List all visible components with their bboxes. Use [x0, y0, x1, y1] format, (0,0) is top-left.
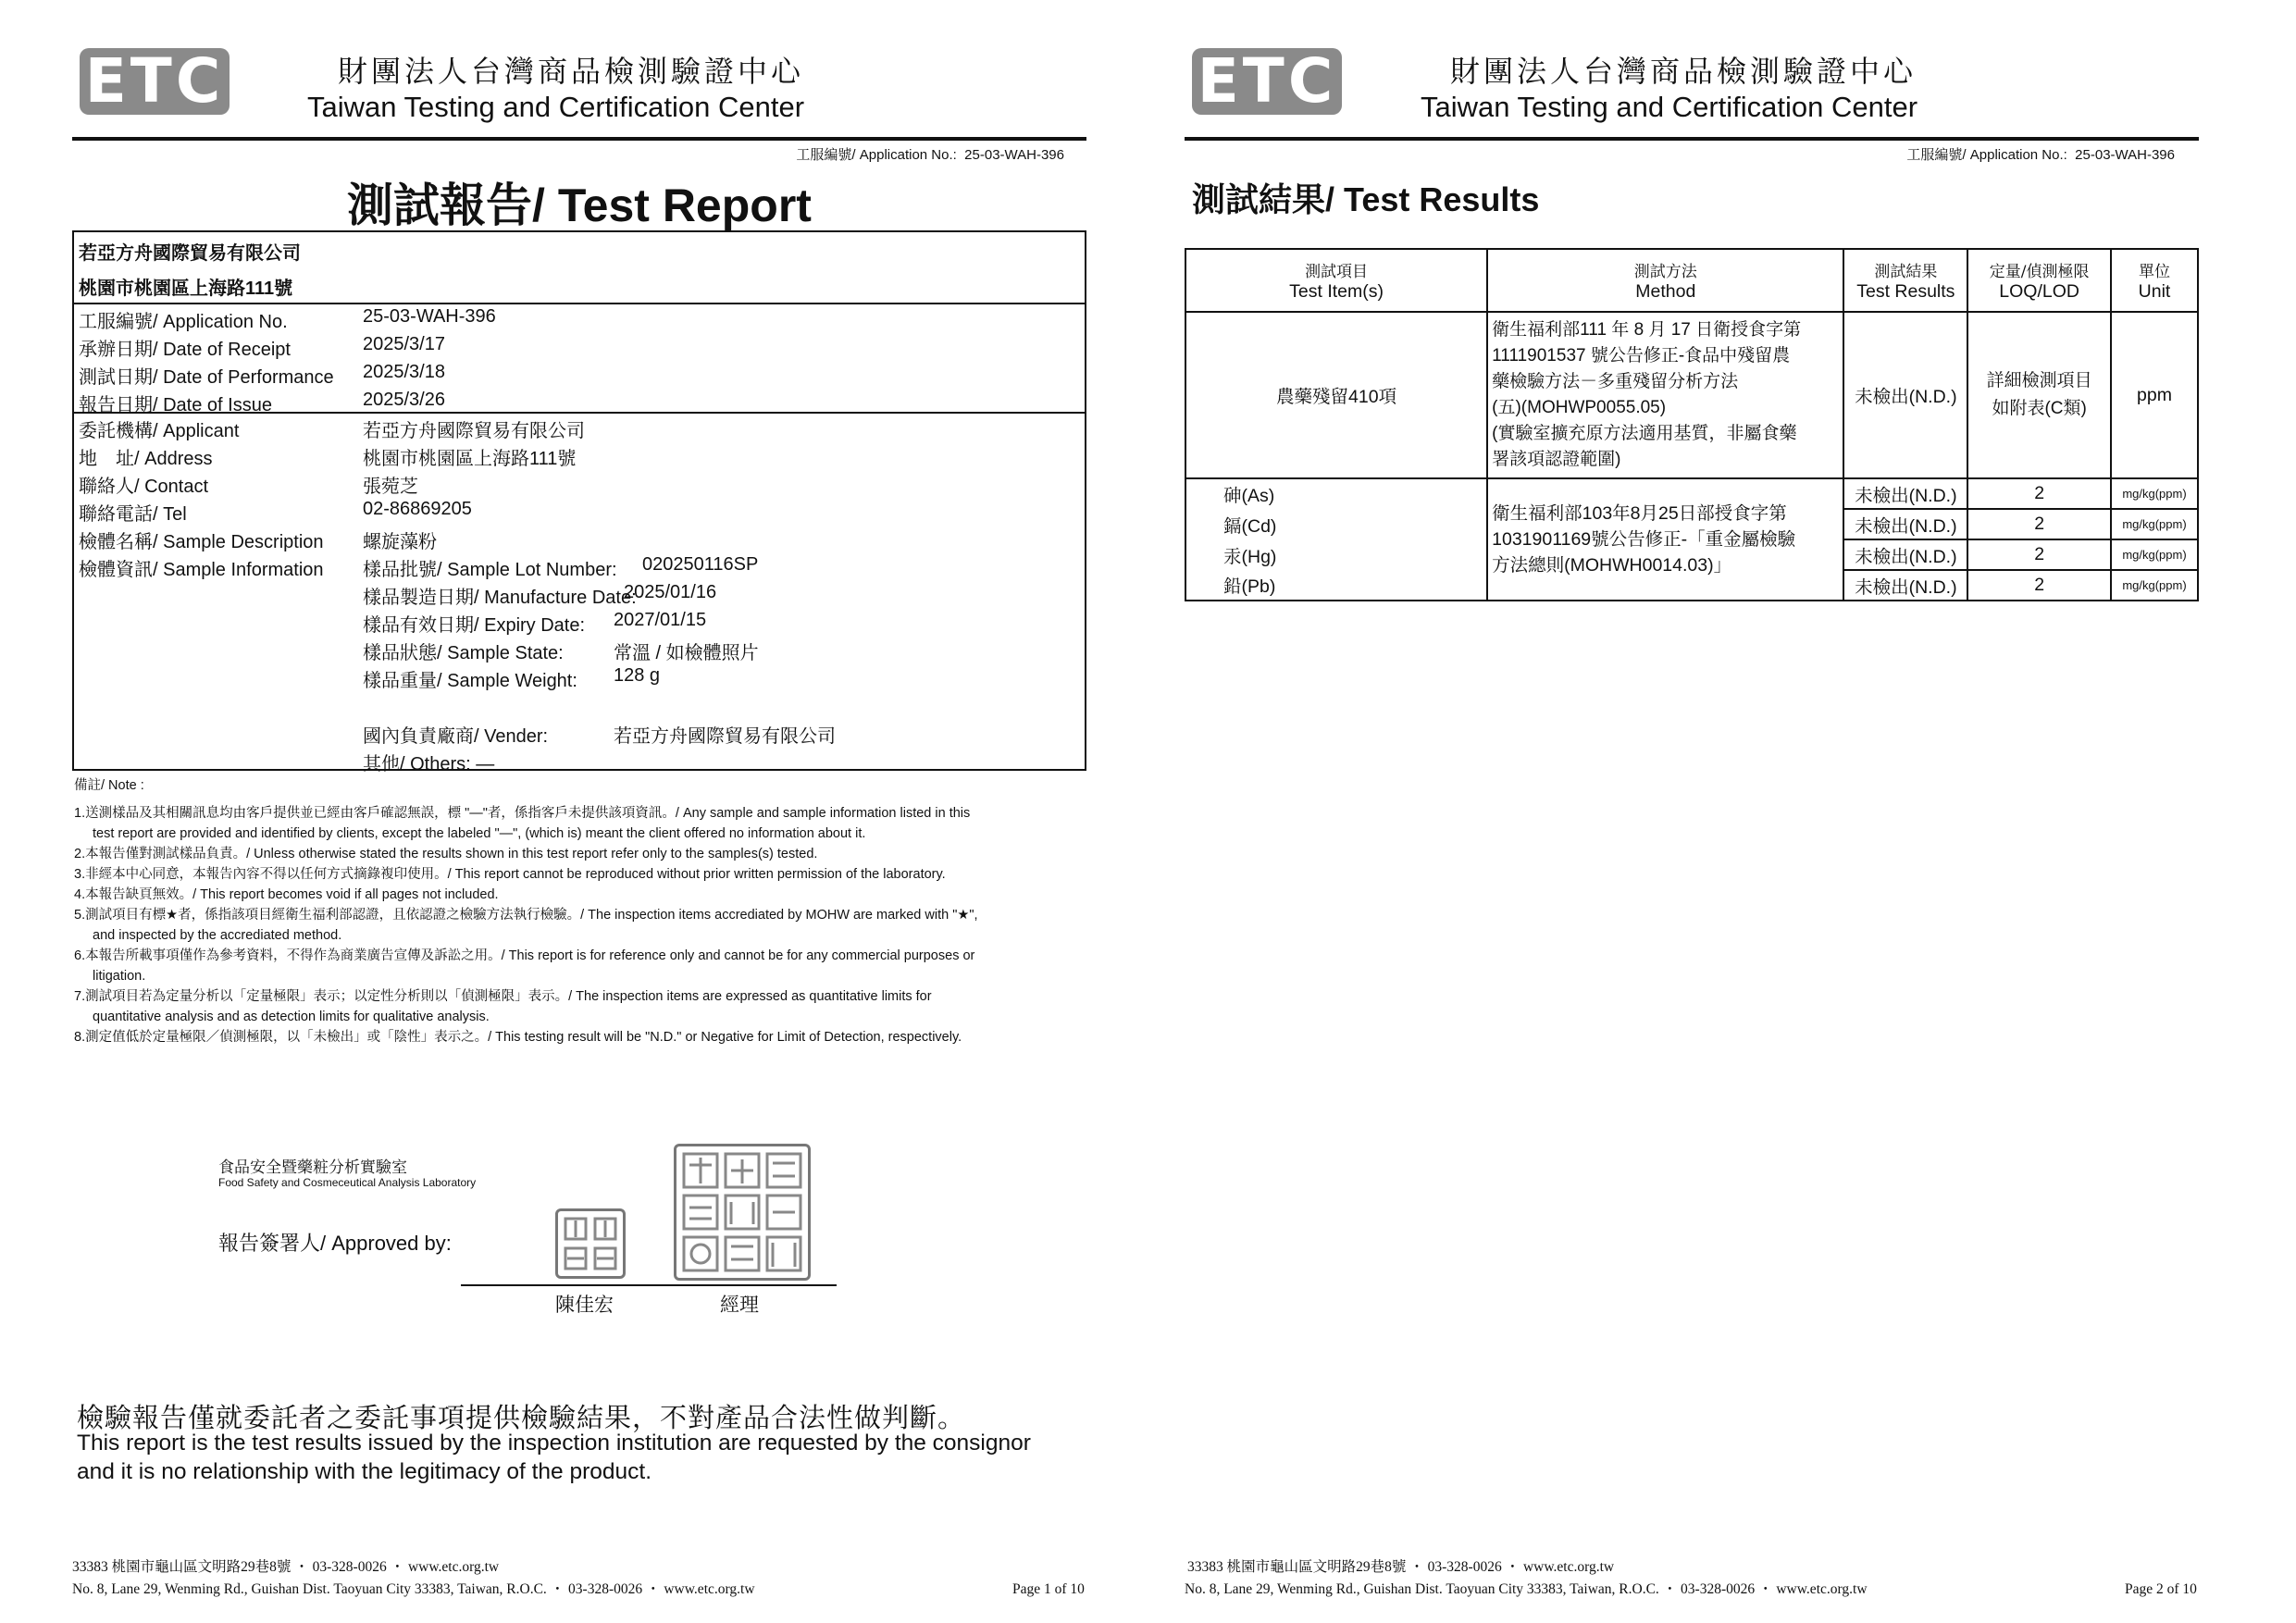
column-header: 測試結果 Test Results: [1843, 249, 1967, 312]
report-page-2: [1148, 0, 2296, 1623]
sample-info-row: 樣品製造日期/ Manufacture Date: 2025/01/16: [363, 582, 717, 608]
column-header: 單位 Unit: [2111, 249, 2198, 312]
metal-unit: mg/kg(ppm): [2111, 570, 2198, 601]
others-row: 其他/ Others: —: [363, 754, 495, 774]
date-row: 承辦日期/ Date of Receipt 2025/3/17: [79, 334, 445, 360]
test-method: 衛生福利部111 年 8 月 17 日衛授食字第 1111901537 號公告修正-食品中殘留農 藥檢驗方法－多重殘留分析方法 (五)(MOHWP0055.05) (實驗室擴充原方法適用基質，非屬食藥 署該項認證範圍): [1487, 312, 1843, 478]
etc-logo: ETC: [1192, 48, 1342, 115]
seal-pattern-icon: [558, 1211, 623, 1276]
client-row: 委託機構/ Applicant 若亞方舟國際貿易有限公司: [79, 421, 585, 441]
divider: [74, 303, 1085, 304]
test-result: 未檢出(N.D.): [1843, 312, 1967, 478]
note-line: 5.測試項目有標★者，係指該項目經衛生福利部認證，且依認證之檢驗方法執行檢驗。/ The inspection items accrediated by MOHW are marked with "★",: [74, 908, 978, 923]
lab-name-zh: 食品安全暨藥粧分析實驗室: [218, 1158, 407, 1177]
date-row: 測試日期/ Date of Performance 2025/3/18: [79, 362, 445, 388]
disclaimer-en-line2: and it is no relationship with the legitimacy of the product.: [77, 1459, 652, 1484]
metal-result: 未檢出(N.D.): [1843, 539, 1967, 570]
seal-pattern-icon: [676, 1146, 808, 1278]
metal-item: 鎘(Cd): [1185, 509, 1487, 539]
results-table: [1185, 248, 2199, 601]
metals-method: 衛生福利部103年8月25日部授食字第 1031901169號公告修正-「重金屬檢驗 方法總則(MOHWH0014.03)」: [1487, 478, 1843, 601]
lab-name-en: Food Safety and Cosmeceutical Analysis Laboratory: [218, 1176, 477, 1189]
company-seal-stamp: [674, 1144, 811, 1281]
unit: ppm: [2111, 312, 2198, 478]
signer-title: 經理: [720, 1294, 759, 1316]
note-line: 2.本報告僅對測試樣品負責。/ Unless otherwise stated the results shown in this test report refer only to the samples(s) tested.: [74, 847, 818, 861]
table-row: [1185, 478, 2198, 509]
note-line: litigation.: [93, 969, 146, 984]
table-header-row: [1185, 249, 2198, 312]
footer-address-zh: 33383 桃園市龜山區文明路29巷8號 ・ 03-328-0026 ・ www.etc.org.tw: [72, 1559, 500, 1575]
org-name-en: Taiwan Testing and Certification Center: [307, 91, 805, 123]
client-row: 聯絡電話/ Tel 02-86869205: [79, 499, 472, 525]
metal-loq: 2: [1967, 478, 2111, 509]
note-line: 3.非經本中心同意，本報告內容不得以任何方式摘錄複印使用。/ This report cannot be reproduced without prior written permission of the laboratory.: [74, 867, 946, 882]
org-name-en: Taiwan Testing and Certification Center: [1421, 91, 1918, 123]
org-name-zh: 財團法人台灣商品檢測驗證中心: [338, 54, 805, 89]
sample-info-row: 樣品狀態/ Sample State: 常溫 / 如檢體照片: [363, 643, 759, 663]
company-name: 若亞方舟國際貿易有限公司: [79, 243, 301, 264]
sample-info-row: 樣品重量/ Sample Weight: 128 g: [363, 665, 661, 691]
note-line: and inspected by the accrediated method.: [93, 928, 342, 943]
application-no: 工服編號/ Application No.: 25-03-WAH-396: [796, 147, 1064, 163]
note-line: 4.本報告缺頁無效。/ This report becomes void if all pages not included.: [74, 887, 499, 902]
metal-unit: mg/kg(ppm): [2111, 539, 2198, 570]
note-line: quantitative analysis and as detection limits for qualitative analysis.: [93, 1010, 490, 1024]
vender-row: 國內負責廠商/ Vender: 若亞方舟國際貿易有限公司: [363, 726, 836, 747]
divider: [74, 412, 1085, 414]
disclaimer-zh: 檢驗報告僅就委託者之委託事項提供檢驗結果，不對產品合法性做判斷。: [77, 1402, 966, 1433]
application-no: 工服編號/ Application No.: 25-03-WAH-396: [1906, 147, 2175, 163]
table-row: [1185, 312, 2198, 478]
page-number: Page 1 of 10: [1012, 1581, 1085, 1597]
org-name-zh: 財團法人台灣商品檢測驗證中心: [1450, 54, 1917, 89]
metal-item: 鉛(Pb): [1185, 570, 1487, 601]
sample-info-row: 樣品有效日期/ Expiry Date: 2027/01/15: [363, 610, 707, 636]
dates-section: [79, 306, 1078, 417]
company-address: 桃園市桃園區上海路111號: [79, 279, 293, 299]
page-title: 測試報告/ Test Report: [347, 180, 812, 231]
note-line: 6.本報告所載事項僅作為參考資料，不得作為商業廣告宣傳及訴訟之用。/ This report is for reference only and cannot be for any commercial purposes or: [74, 948, 975, 963]
metal-unit: mg/kg(ppm): [2111, 509, 2198, 539]
footer-address-zh: 33383 桃園市龜山區文明路29巷8號 ・ 03-328-0026 ・ www.etc.org.tw: [1187, 1559, 1615, 1575]
metal-result: 未檢出(N.D.): [1843, 570, 1967, 601]
note-line: 1.送測樣品及其相關訊息均由客戶提供並已經由客戶確認無誤，標 "—"者，係指客戶未提供該項資訊。/ Any sample and sample information listed in this: [74, 806, 971, 821]
note-line: 7.測試項目若為定量分析以「定量極限」表示；以定性分析則以「偵測極限」表示。/ The inspection items are expressed as quantitative limits for: [74, 989, 932, 1004]
metal-item: 汞(Hg): [1185, 539, 1487, 570]
signature-line: [461, 1284, 837, 1286]
client-row: 檢體資訊/ Sample Information: [79, 560, 324, 580]
header-rule: [72, 137, 1086, 141]
column-header: 測試方法 Method: [1487, 249, 1843, 312]
note-line: test report are provided and identified by clients, except the labeled "—", (which is) meant the client offered no information about it.: [93, 826, 866, 841]
client-row: 地 址/ Address 桃園市桃園區上海路111號: [79, 449, 577, 469]
footer-address-en: No. 8, Lane 29, Wenming Rd., Guishan Dist. Taoyuan City 33383, Taiwan, R.O.C. ・ 03-328-0026 ・ www.etc.org.tw: [72, 1581, 755, 1597]
note-line: 8.測定值低於定量極限／偵測極限，以「未檢出」或「陰性」表示之。/ This testing result will be "N.D." or Negative for Limit of Detection, respectively.: [74, 1030, 962, 1045]
note-title: 備註/ Note :: [74, 778, 144, 793]
header-rule: [1185, 137, 2199, 141]
notes-section: [74, 775, 1092, 1047]
metal-item: 砷(As): [1185, 478, 1487, 509]
metal-result: 未檢出(N.D.): [1843, 509, 1967, 539]
info-box: [72, 230, 1086, 774]
metal-result: 未檢出(N.D.): [1843, 478, 1967, 509]
disclaimer-en-line1: This report is the test results issued by the inspection institution are requested by the consignor: [77, 1431, 1031, 1456]
loq-lod: 詳細檢測項目 如附表(C類): [1967, 312, 2111, 478]
column-header: 測試項目 Test Item(s): [1185, 249, 1487, 312]
sample-info-section: [363, 554, 1066, 776]
page-title: 測試結果/ Test Results: [1192, 180, 1540, 218]
footer-address-en: No. 8, Lane 29, Wenming Rd., Guishan Dist. Taoyuan City 33383, Taiwan, R.O.C. ・ 03-328-0026 ・ www.etc.org.tw: [1185, 1581, 1868, 1597]
approved-by-label: 報告簽署人/ Approved by:: [218, 1232, 452, 1255]
client-row: 檢體名稱/ Sample Description 螺旋藻粉: [79, 532, 437, 552]
etc-logo: ETC: [80, 48, 230, 115]
signer-name: 陳佳宏: [555, 1294, 614, 1316]
metal-loq: 2: [1967, 509, 2111, 539]
test-item: 農藥殘留410項: [1185, 312, 1487, 478]
metal-loq: 2: [1967, 570, 2111, 601]
page-number: Page 2 of 10: [2125, 1581, 2197, 1597]
metal-unit: mg/kg(ppm): [2111, 478, 2198, 509]
signer-seal-stamp: [555, 1208, 626, 1279]
column-header: 定量/偵測極限 LOQ/LOD: [1967, 249, 2111, 312]
date-row: 工服編號/ Application No. 25-03-WAH-396: [79, 306, 496, 332]
client-row: 聯絡人/ Contact 張菀芝: [79, 477, 418, 497]
date-row: 報告日期/ Date of Issue 2025/3/26: [79, 390, 445, 415]
sample-info-row: 樣品批號/ Sample Lot Number: 020250116SP: [363, 554, 759, 580]
metal-loq: 2: [1967, 539, 2111, 570]
